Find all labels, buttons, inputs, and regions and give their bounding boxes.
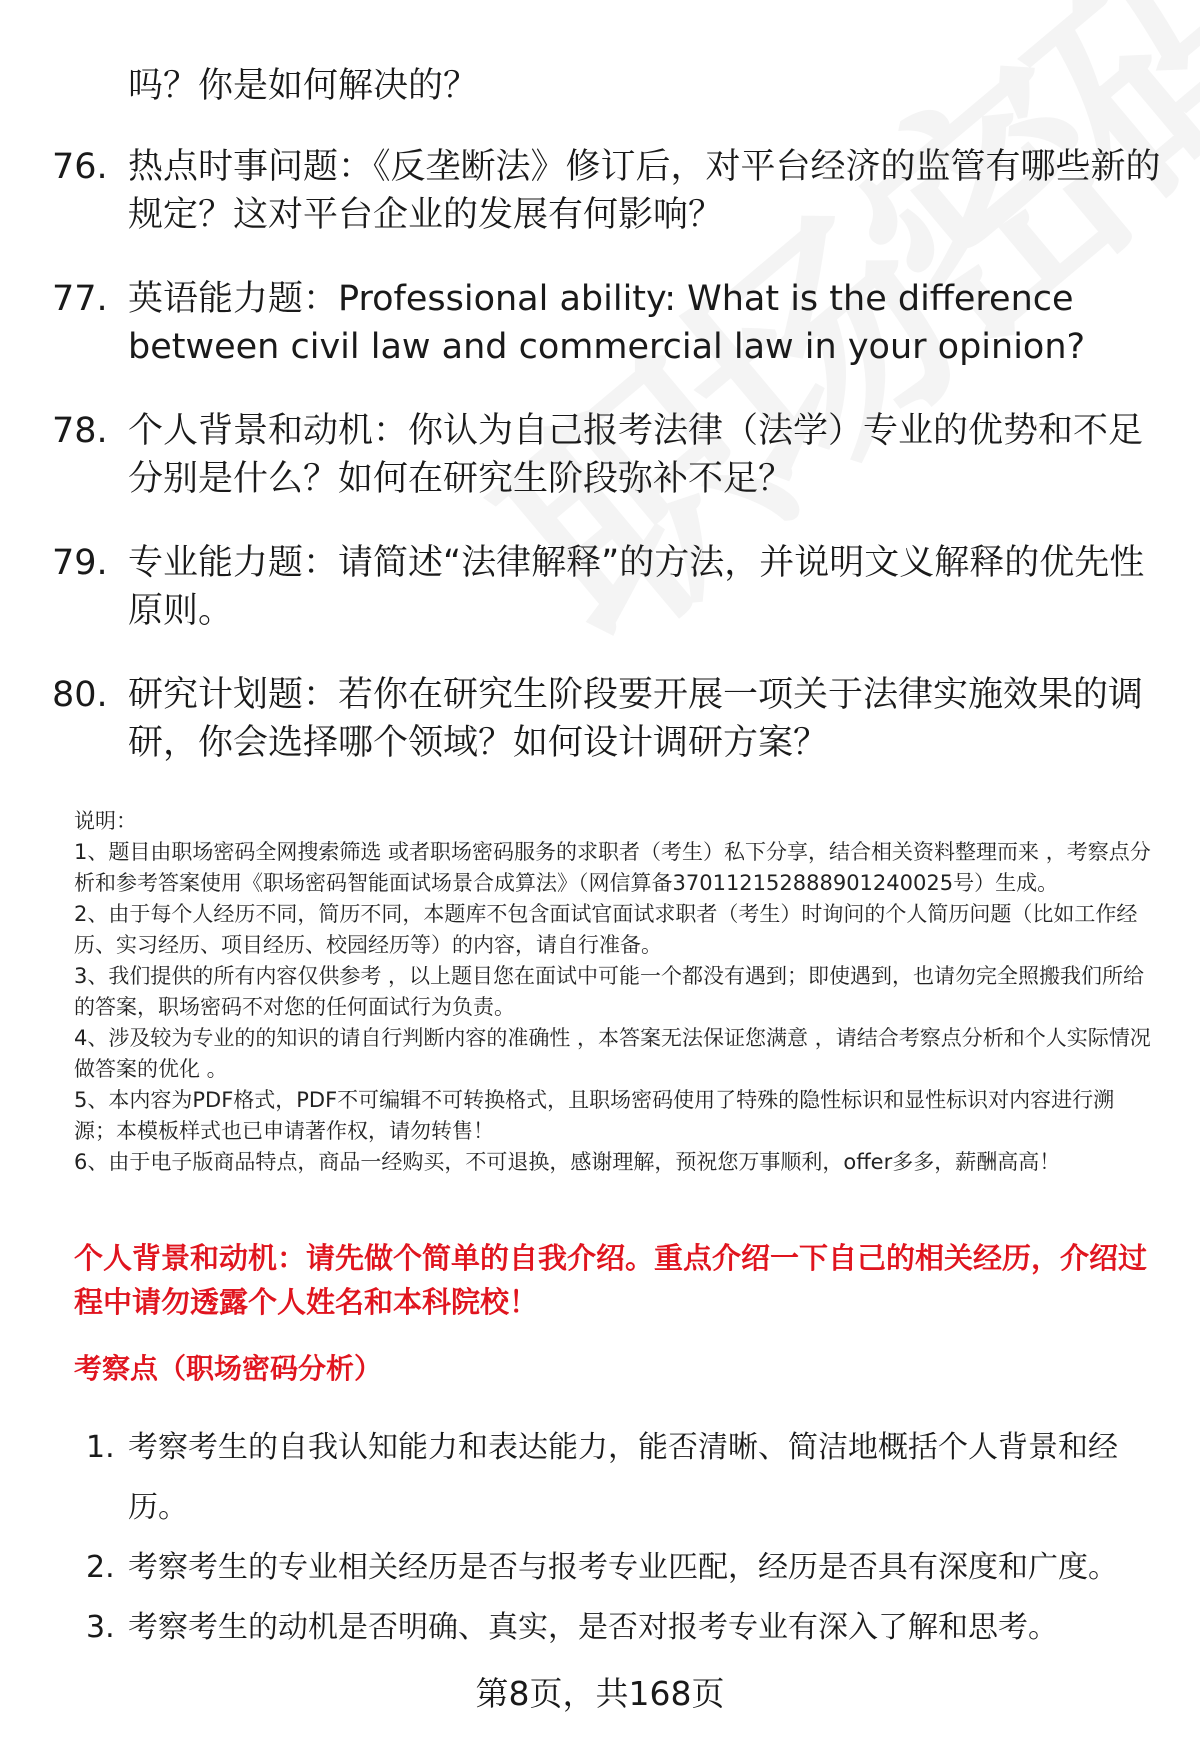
question-text: 专业能力题：请简述“法律解释”的方法，并说明文义解释的优先性原则。 <box>128 543 1145 631</box>
question-text: 研究计划题：若你在研究生阶段要开展一项关于法律实施效果的调研，你会选择哪个领域？如何设计调研方案？ <box>128 675 1144 763</box>
featured-question: 个人背景和动机：请先做个简单的自我介绍。重点介绍一下自己的相关经历，介绍过程中请勿透露个人姓名和本科院校！ <box>74 1241 1148 1319</box>
point-number: 3. <box>86 1610 115 1645</box>
point-text: 考察考生的动机是否明确、真实，是否对报考专业有深入了解和思考。 <box>128 1610 1058 1645</box>
analysis-heading: 考察点（职场密码分析） <box>74 1352 383 1385</box>
point-number: 2. <box>86 1550 115 1585</box>
question-number: 79. <box>52 543 108 583</box>
note-item: 1、题目由职场密码全网搜索筛选 或者职场密码服务的求职者（考生）私下分享，结合相关资料整理而来 ，考察点分析和参考答案使用《职场密码智能面试场景合成算法》（网信算备370112152888901240025号）生成。 <box>74 840 1151 895</box>
question-text: 英语能力题：Professional ability: What is the difference between civil law and commercial law in your opinion? <box>128 279 1086 367</box>
question-continuation: 吗？你是如何解决的？ <box>128 66 479 106</box>
point-number: 1. <box>86 1430 115 1465</box>
disclaimer-note <box>74 806 1154 1178</box>
note-item: 2、由于每个人经历不同，简历不同，本题库不包含面试官面试求职者（考生）时询问的个人简历问题（比如工作经历、实习经历、项目经历、校园经历等）的内容，请自行准备。 <box>74 902 1138 957</box>
note-title: 说明： <box>74 809 137 833</box>
question-text: 个人背景和动机：你认为自己报考法律（法学）专业的优势和不足分别是什么？如何在研究生阶段弥补不足？ <box>128 411 1144 499</box>
note-item: 3、我们提供的所有内容仅供参考 ，以上题目您在面试中可能一个都没有遇到；即使遇到，也请勿完全照搬我们所给的答案，职场密码不对您的任何面试行为负责。 <box>74 964 1145 1019</box>
note-item: 5、本内容为PDF格式，PDF不可编辑不可转换格式，且职场密码使用了特殊的隐性标识和显性标识对内容进行溯源；本模板样式也已申请著作权，请勿转售！ <box>74 1088 1115 1143</box>
point-text: 考察考生的自我认知能力和表达能力，能否清晰、简洁地概括个人背景和经历。 <box>128 1430 1118 1525</box>
question-number: 77. <box>52 279 108 319</box>
question-number: 78. <box>52 411 108 451</box>
page-footer: 第8页，共168页 <box>475 1674 725 1713</box>
note-item: 4、涉及较为专业的的知识的请自行判断内容的准确性 ，本答案无法保证您满意 ，请结合考察点分析和个人实际情况做答案的优化 。 <box>74 1026 1151 1081</box>
question-number: 80. <box>52 675 108 715</box>
note-item: 6、由于电子版商品特点，商品一经购买，不可退换，感谢理解，预祝您万事顺利，offer多多，薪酬高高！ <box>74 1150 1061 1174</box>
question-number: 76. <box>52 147 108 187</box>
question-text: 热点时事问题：《反垄断法》修订后，对平台经济的监管有哪些新的规定？这对平台企业的发展有何影响？ <box>128 147 1161 235</box>
point-text: 考察考生的专业相关经历是否与报考专业匹配，经历是否具有深度和广度。 <box>128 1550 1118 1585</box>
